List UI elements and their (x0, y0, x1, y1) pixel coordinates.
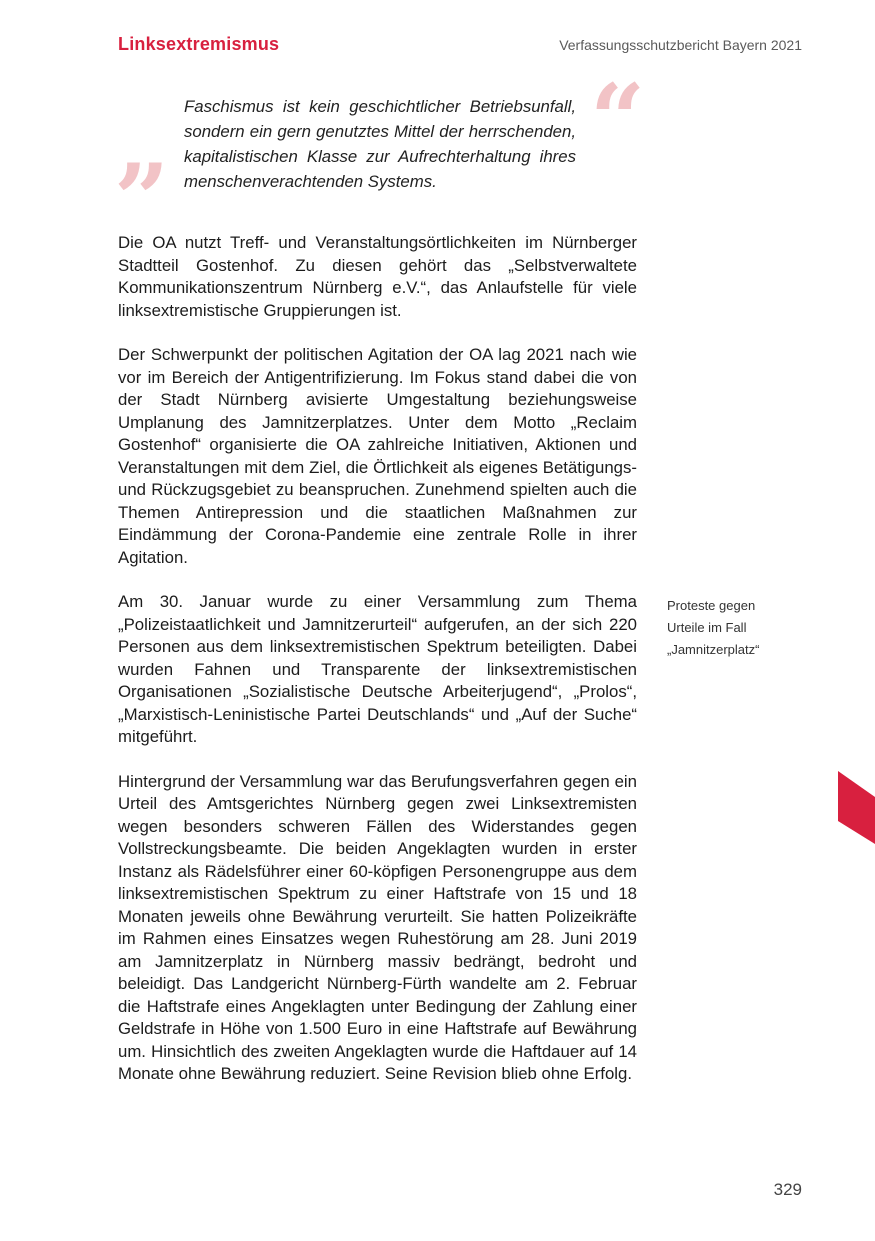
paragraph: Am 30. Januar wurde zu einer Versammlung zum Thema „Polizeistaatlichkeit und Jamnitzerurteil“ aufgerufen, an der sich 220 Personen aus dem linksextremistischen Spektrum beteiligten. Dabei wurden Fahnen und Transparente der linksextremistischen Organisationen „Sozialistische Deutsche Arbeiterjugend“, „Prolos“, „Marxistisch-Leninistische Partei Deutschlands“ und „Auf der Suche“ mitgeführt. (118, 592, 637, 746)
margin-note-line: „Jamnitzerplatz“ (667, 642, 760, 657)
page-number: 329 (773, 1180, 802, 1199)
margin-note-line: Proteste gegen (667, 598, 756, 613)
pull-quote: Faschismus ist kein geschichtlicher Betriebsunfall, sondern ein gern genutztes Mittel der herrschenden, kapitalistischen Klasse zur Aufrechterhaltung ihres menschenverachtenden Systems. (184, 97, 576, 191)
section-title: Linksextremismus (118, 34, 280, 54)
body-text (118, 232, 637, 1108)
chapter-tab-marker (838, 771, 875, 844)
closing-quote-mark-icon: ” (114, 143, 170, 256)
paragraph: Der Schwerpunkt der politischen Agitation der OA lag 2021 nach wie vor im Bereich der Antigentrifizierung. Im Fokus stand dabei die von der Stadt Nürnberg avisierte Umgestaltung beziehungsweise Umplanung des Jamnitzerplatzes. Unter dem Motto „Reclaim Gostenhof“ organisierte die OA zahlreiche Initiativen, Aktionen und Veranstaltungen mit dem Ziel, die Örtlichkeit als eigenes Betätigungs- und Rückzugsgebiet zu beanspruchen. Zunehmend spielten auch die Themen Antirepression und die staatlichen Maßnahmen zur Eindämmung der Corona-Pandemie eine zentrale Rolle in ihrer Agitation. (118, 345, 637, 567)
paragraph: Hintergrund der Versammlung war das Berufungsverfahren gegen ein Urteil des Amtsgerichtes Nürnberg gegen zwei Linksextremisten wegen besonders schweren Fällen des Widerstandes gegen Vollstreckungsbeamte. Die beiden Angeklagten wurden in erster Instanz als Rädelsführer einer 60-köpfigen Personengruppe aus dem linksextremistischen Spektrum zu einer Haftstrafe von 15 und 18 Monaten jeweils ohne Bewährung verurteilt. Sie hatten Polizeikräfte im Rahmen eines Einsatzes wegen Ruhestörung am 28. Juni 2019 am Jamnitzerplatz in Nürnberg massiv bedrängt, bedroht und beleidigt. Das Landgericht Nürnberg-Fürth wandelte am 2. Februar die Haftstrafe eines Angeklagten unter Bedingung der Zahlung einer Geldstrafe in Höhe von 1.500 Euro in eine Haftstrafe auf Bewährung um. Hinsichtlich des zweiten Angeklagten wurde die Haftdauer auf 14 Monate ohne Bewährung reduziert. Seine Revision blieb ohne Erfolg. (118, 771, 637, 1083)
paragraph: Die OA nutzt Treff- und Veranstaltungsörtlichkeiten im Nürnberger Stadtteil Gostenhof. Zu diesen gehört das „Selbstverwaltete Kommunikationszentrum Nürnberg e.V.“, das Anlaufstelle für viele linksextremistische Gruppierungen ist. (118, 233, 637, 320)
margin-note (667, 595, 797, 661)
opening-quote-mark-icon: “ (590, 63, 646, 176)
document-title: Verfassungsschutzbericht Bayern 2021 (559, 37, 802, 53)
margin-note-line: Urteile im Fall (667, 620, 747, 635)
